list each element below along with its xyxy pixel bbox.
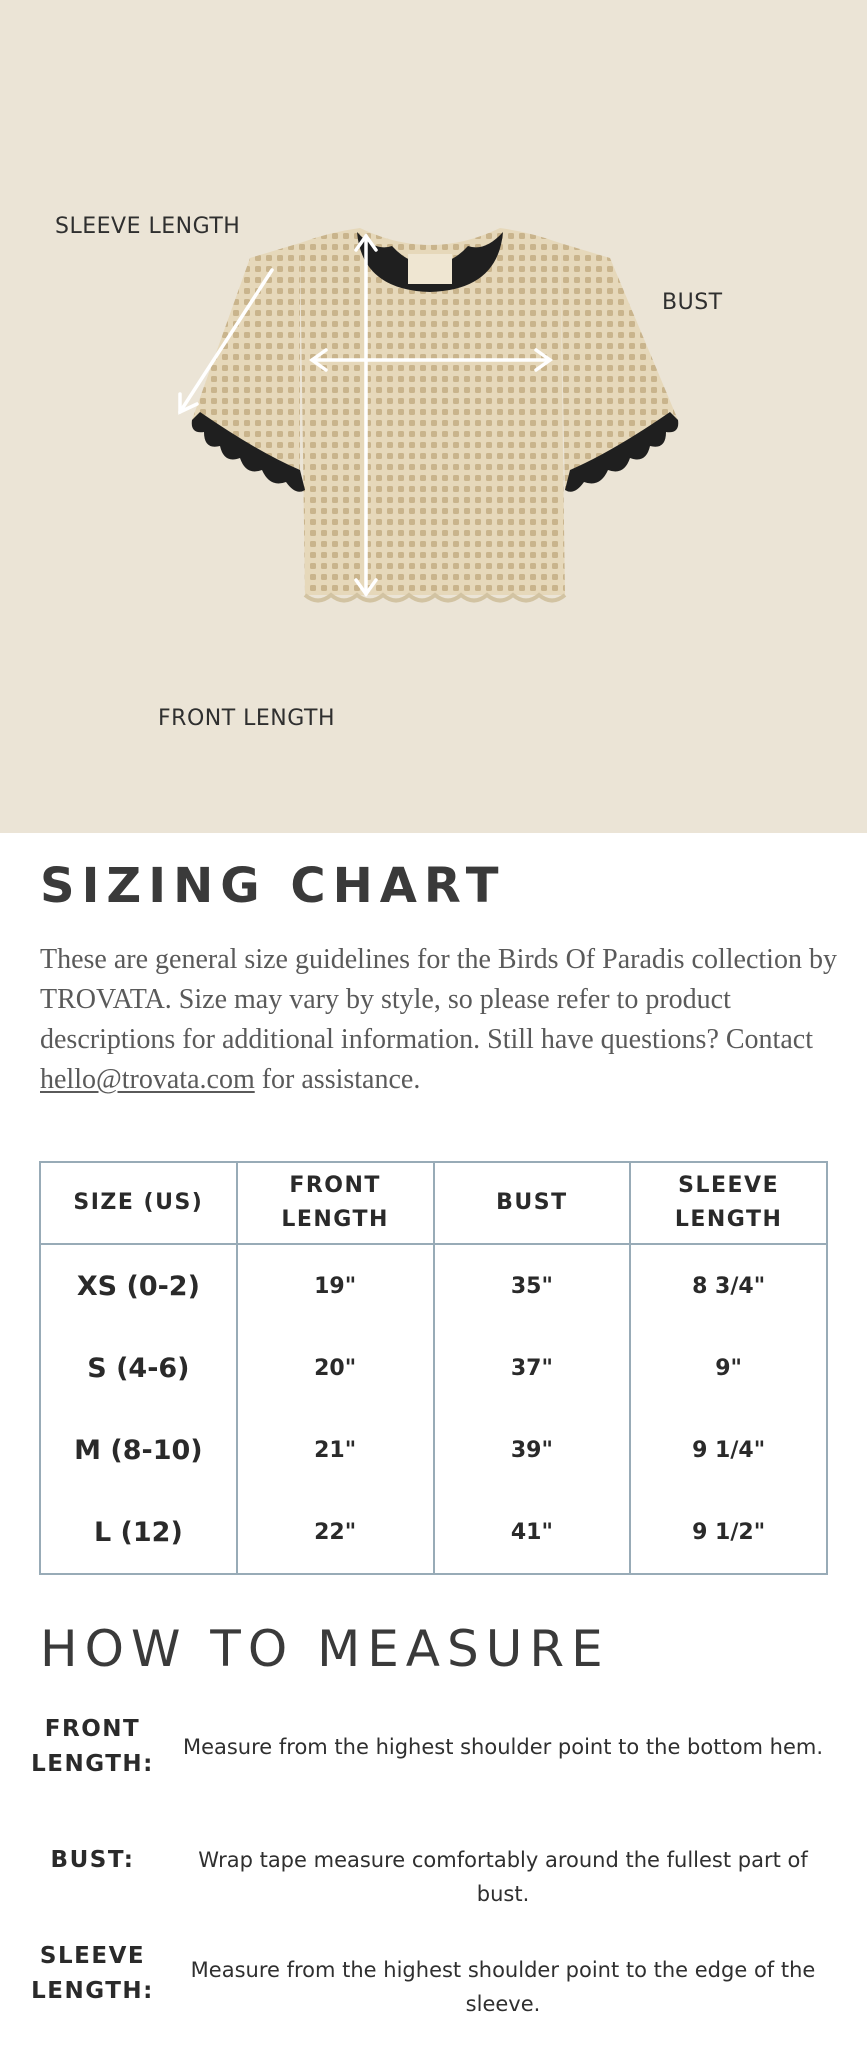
header-bust: BUST bbox=[434, 1162, 631, 1244]
measure-term: FRONT LENGTH: bbox=[31, 1716, 154, 1777]
bust-cell: 41" bbox=[434, 1491, 631, 1574]
hem-edge bbox=[305, 595, 565, 601]
contact-email-link[interactable]: hello@trovata.com bbox=[40, 1064, 255, 1095]
size-cell: S (4-6) bbox=[40, 1327, 237, 1409]
measure-desc: Measure from the highest shoulder point to the edge of the sleeve. bbox=[190, 1958, 816, 2016]
measure-term: BUST: bbox=[50, 1847, 135, 1873]
header-sleeve-length: SLEEVE LENGTH bbox=[630, 1162, 827, 1244]
sleeve-length-label: SLEEVE LENGTH bbox=[55, 214, 241, 239]
intro-text: These are general size guidelines for the Birds Of Paradis collection by TROVATA. Size may vary by style, so please refer to product descriptions for additional information. Still have questions? Contact bbox=[40, 944, 837, 1055]
front-length-cell: 19" bbox=[237, 1244, 434, 1327]
sizing-intro bbox=[40, 940, 840, 1100]
measure-desc: Wrap tape measure comfortably around the fullest part of bust. bbox=[198, 1848, 808, 1906]
header-front-length: FRONT LENGTH bbox=[237, 1162, 434, 1244]
front-length-cell: 21" bbox=[237, 1409, 434, 1491]
size-cell: M (8-10) bbox=[40, 1409, 237, 1491]
garment-diagram bbox=[0, 0, 867, 833]
measure-desc: Measure from the highest shoulder point to the bottom hem. bbox=[182, 1735, 824, 1759]
sleeve-length-cell: 9 1/2" bbox=[630, 1491, 827, 1574]
size-cell: L (12) bbox=[40, 1491, 237, 1574]
table-row bbox=[40, 1491, 827, 1574]
bust-cell: 37" bbox=[434, 1327, 631, 1409]
bust-cell: 35" bbox=[434, 1244, 631, 1327]
sleeve-length-cell: 8 3/4" bbox=[630, 1244, 827, 1327]
table-row bbox=[40, 1327, 827, 1409]
how-to-measure-title: HOW TO MEASURE bbox=[40, 1620, 610, 1678]
front-length-cell: 22" bbox=[237, 1491, 434, 1574]
bust-cell: 39" bbox=[434, 1409, 631, 1491]
collar-label bbox=[408, 254, 452, 284]
sleeve-length-cell: 9" bbox=[630, 1327, 827, 1409]
size-cell: XS (0-2) bbox=[40, 1244, 237, 1327]
front-length-label: FRONT LENGTH bbox=[158, 706, 336, 731]
table-header-row bbox=[40, 1162, 827, 1244]
table-row bbox=[40, 1409, 827, 1491]
table-row bbox=[40, 1244, 827, 1327]
sizing-table bbox=[39, 1161, 828, 1575]
sleeve-length-cell: 9 1/4" bbox=[630, 1409, 827, 1491]
sizing-chart-title: SIZING CHART bbox=[40, 858, 506, 914]
garment-illustration bbox=[0, 0, 867, 833]
header-size: SIZE (US) bbox=[40, 1162, 237, 1244]
front-length-cell: 20" bbox=[237, 1327, 434, 1409]
measure-term: SLEEVE LENGTH: bbox=[31, 1943, 154, 2004]
intro-suffix: for assistance. bbox=[261, 1064, 421, 1095]
bust-label: BUST bbox=[662, 290, 723, 315]
